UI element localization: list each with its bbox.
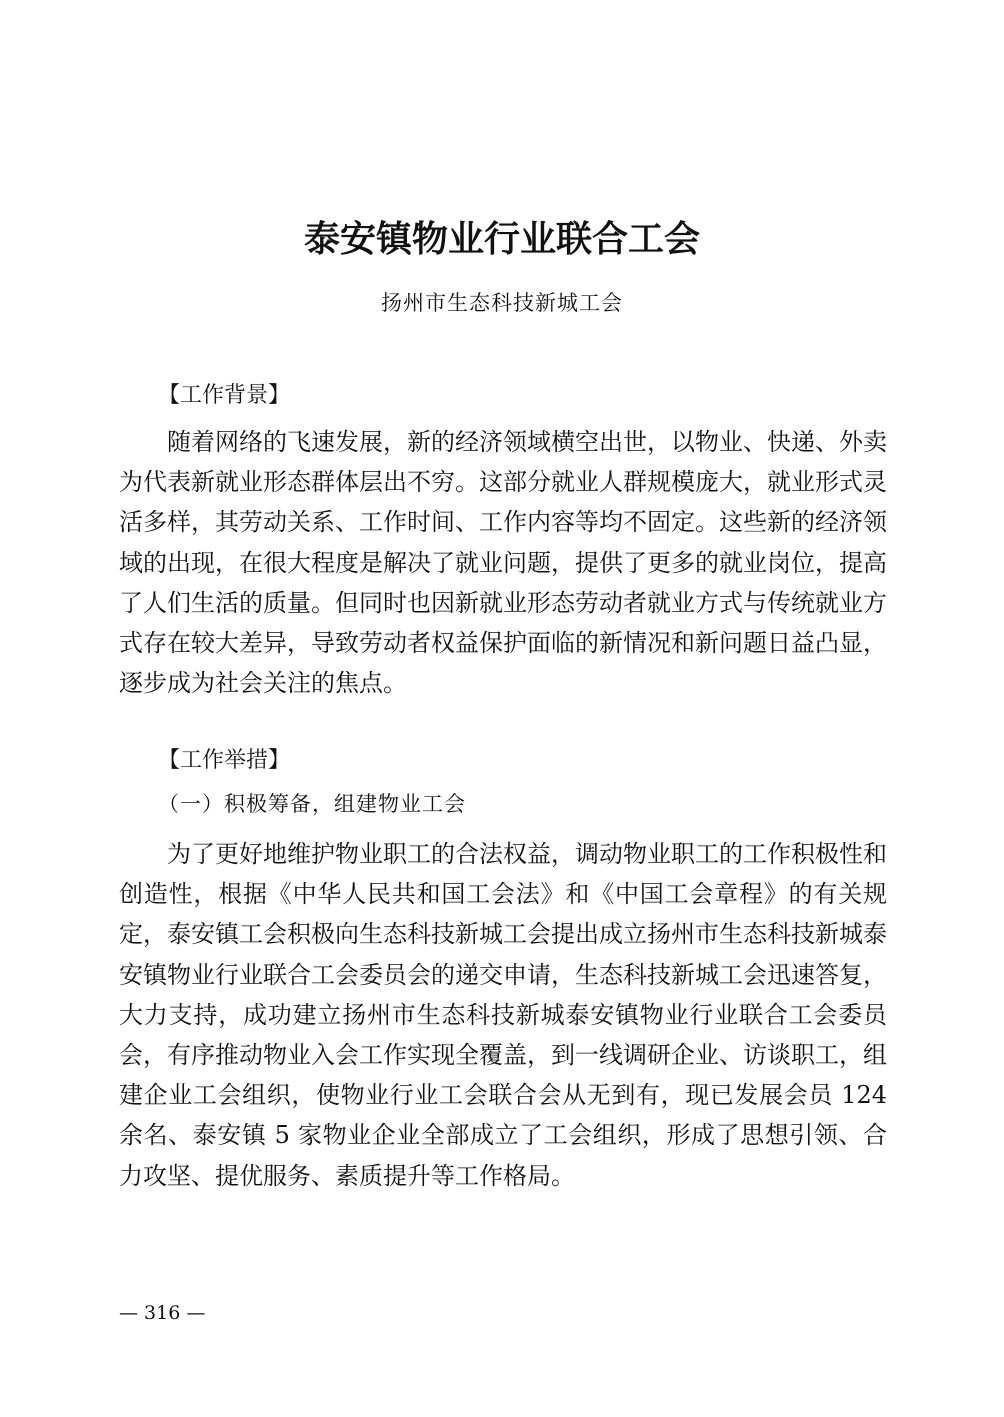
section-heading-background: 【工作背景】	[158, 383, 291, 408]
section-heading-measures: 【工作举措】	[158, 748, 291, 773]
document-subtitle: 扬州市生态科技新城工会	[381, 291, 623, 315]
page-number: — 316 —	[119, 1302, 206, 1324]
paragraph-background: 随着网络的飞速发展，新的经济领域横空出世，以物业、快递、外卖为代表新就业形态群体层出不穷。这部分就业人群规模庞大，就业形式灵活多样，其劳动关系、工作时间、工作内容等均不固定。这些新的经济领域的出现，在很大程度是解决了就业问题，提供了更多的就业岗位，提高了人们生活的质量。但同时也因新就业形态劳动者就业方式与传统就业方式存在较大差异，导致劳动者权益保护面临的新情况和新问题日益凸显，逐步成为社会关注的焦点。	[119, 428, 887, 698]
paragraph-measure-1: 为了更好地维护物业职工的合法权益，调动物业职工的工作积极性和创造性，根据《中华人民共和国工会法》和《中国工会章程》的有关规定，泰安镇工会积极向生态科技新城工会提出成立扬州市生态科技新城泰安镇物业行业联合工会委员会的递交申请，生态科技新城工会迅速答复，大力支持，成功建立扬州市生态科技新城泰安镇物业行业联合工会委员会，有序推动物业入会工作实现全覆盖，到一线调研企业、访谈职工，组建企业工会组织，使物业行业工会联合会从无到有，现已发展会员 124 余名、泰安镇 5 家物业企业全部成立了工会组织，形成了思想引领、合力攻坚、提优服务、素质提升等工作格局。	[119, 840, 887, 1190]
document-title: 泰安镇物业行业联合工会	[303, 218, 700, 260]
sub-heading-measure-1: （一）积极筹备，组建物业工会	[158, 792, 466, 816]
